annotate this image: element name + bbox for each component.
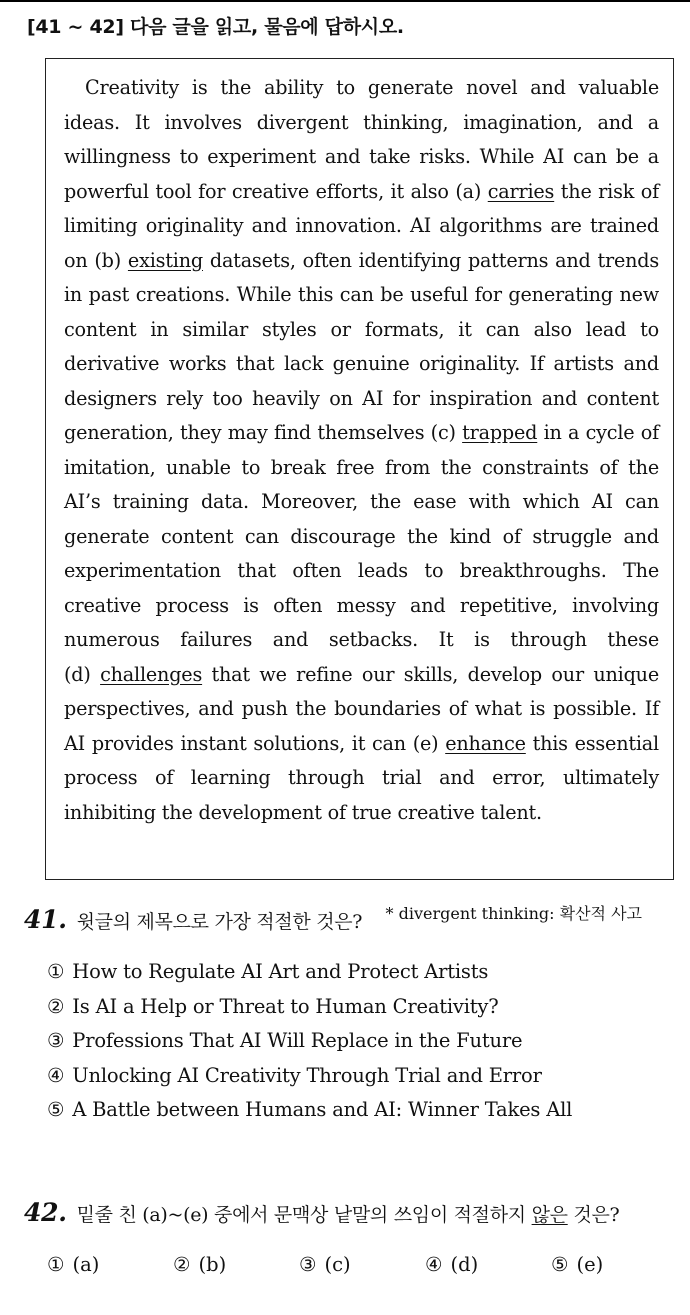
choice-option-1[interactable] <box>47 955 572 990</box>
choice-mark: ⑤ <box>551 1253 569 1276</box>
question-text: 밑줄 친 (a)~(e) 중에서 문맥상 낱말의 쓰임이 적절하지 <box>76 1204 532 1226</box>
underlined-word-c: trapped <box>462 421 538 444</box>
section-header: [41 ~ 42] 다음 글을 읽고, 물음에 답하시오. <box>27 16 404 38</box>
question-number: 42. <box>24 1198 67 1227</box>
top-rule <box>0 0 690 2</box>
choice-mark: ⑤ <box>47 1098 65 1121</box>
choice-text: A Battle between Humans and AI: Winner Takes All <box>72 1098 573 1121</box>
passage-segment: this essential process of learning through trial and error, ultimately inhibiting the development of true creative talent. <box>64 731 659 824</box>
question-number: 41. <box>24 905 67 934</box>
choice-option-3[interactable] <box>47 1024 572 1059</box>
choice-text: (c) <box>324 1253 351 1276</box>
question-41 <box>24 905 362 934</box>
underlined-word-d: challenges <box>100 662 203 686</box>
underlined-word-e: enhance <box>445 731 526 755</box>
choice-option-2[interactable] <box>47 990 572 1025</box>
passage-text <box>64 71 659 830</box>
passage-segment: in a cycle of imitation, unable to break free from the constraints of the AI’s training data. Moreover, the ease with which AI can generate content can discourage the kind of struggle and experimentation that often leads to breakthroughs. The creative process is often messy and repetitive, involving numerous failures and setbacks. It is through these (d) <box>64 421 659 686</box>
passage-segment: the risk of limiting originality and innovation. AI algorithms are trained on (b) <box>64 179 660 272</box>
choice-mark: ① <box>47 960 65 983</box>
choice-mark: ④ <box>425 1253 443 1276</box>
footnote: * divergent thinking: 확산적 사고 <box>385 904 642 923</box>
choice-text: Is AI a Help or Threat to Human Creativity? <box>72 994 499 1018</box>
question-text-end: 것은? <box>567 1204 620 1226</box>
choice-mark: ② <box>173 1253 191 1276</box>
choice-mark: ② <box>47 994 65 1018</box>
choice-option-1[interactable] <box>47 1248 173 1282</box>
choice-text: How to Regulate AI Art and Protect Artists <box>72 960 489 983</box>
answer-choices-42 <box>47 1248 677 1282</box>
choice-text: (e) <box>576 1253 604 1276</box>
choice-text: (d) <box>450 1253 479 1276</box>
choice-option-4[interactable] <box>47 1059 572 1094</box>
choice-option-5[interactable] <box>47 1093 572 1128</box>
underlined-word-b: existing <box>127 248 203 272</box>
choice-mark: ④ <box>47 1063 65 1087</box>
choice-text: (a) <box>72 1253 100 1276</box>
choice-mark: ③ <box>299 1253 317 1276</box>
question-text: 윗글의 제목으로 가장 적절한 것은? <box>76 911 363 933</box>
passage-segment: datasets, often identifying patterns and trends in past creations. While this can be useful for generating new content in similar styles or formats, it can also lead to derivative works that lack genuine originality. If artists and designers rely too heavily on AI for inspiration and content generation, they may find themselves (c) <box>64 248 659 444</box>
choice-text: Professions That AI Will Replace in the Future <box>72 1029 523 1052</box>
choice-option-5[interactable] <box>551 1248 677 1282</box>
question-42 <box>24 1198 619 1227</box>
choice-text: Unlocking AI Creativity Through Trial and Error <box>72 1063 542 1087</box>
choice-option-4[interactable] <box>425 1248 551 1282</box>
answer-choices-41 <box>47 955 572 1128</box>
passage-segment: Creativity is the ability to generate novel and valuable ideas. It involves divergent thinking, imagination, and a willingness to experiment and take risks. While AI can be a powerful tool for creative efforts, it also (a) <box>64 76 659 203</box>
choice-mark: ③ <box>47 1029 65 1052</box>
question-underlined-word: 않은 <box>531 1204 568 1226</box>
choice-mark: ① <box>47 1253 65 1276</box>
choice-option-3[interactable] <box>299 1248 425 1282</box>
underlined-word-a: carries <box>487 179 555 203</box>
choice-text: (b) <box>198 1253 227 1276</box>
passage-segment: that we refine our skills, develop our unique perspectives, and push the boundaries of what is possible. If AI provides instant solutions, it can (e) <box>64 662 659 755</box>
choice-option-2[interactable] <box>173 1248 299 1282</box>
